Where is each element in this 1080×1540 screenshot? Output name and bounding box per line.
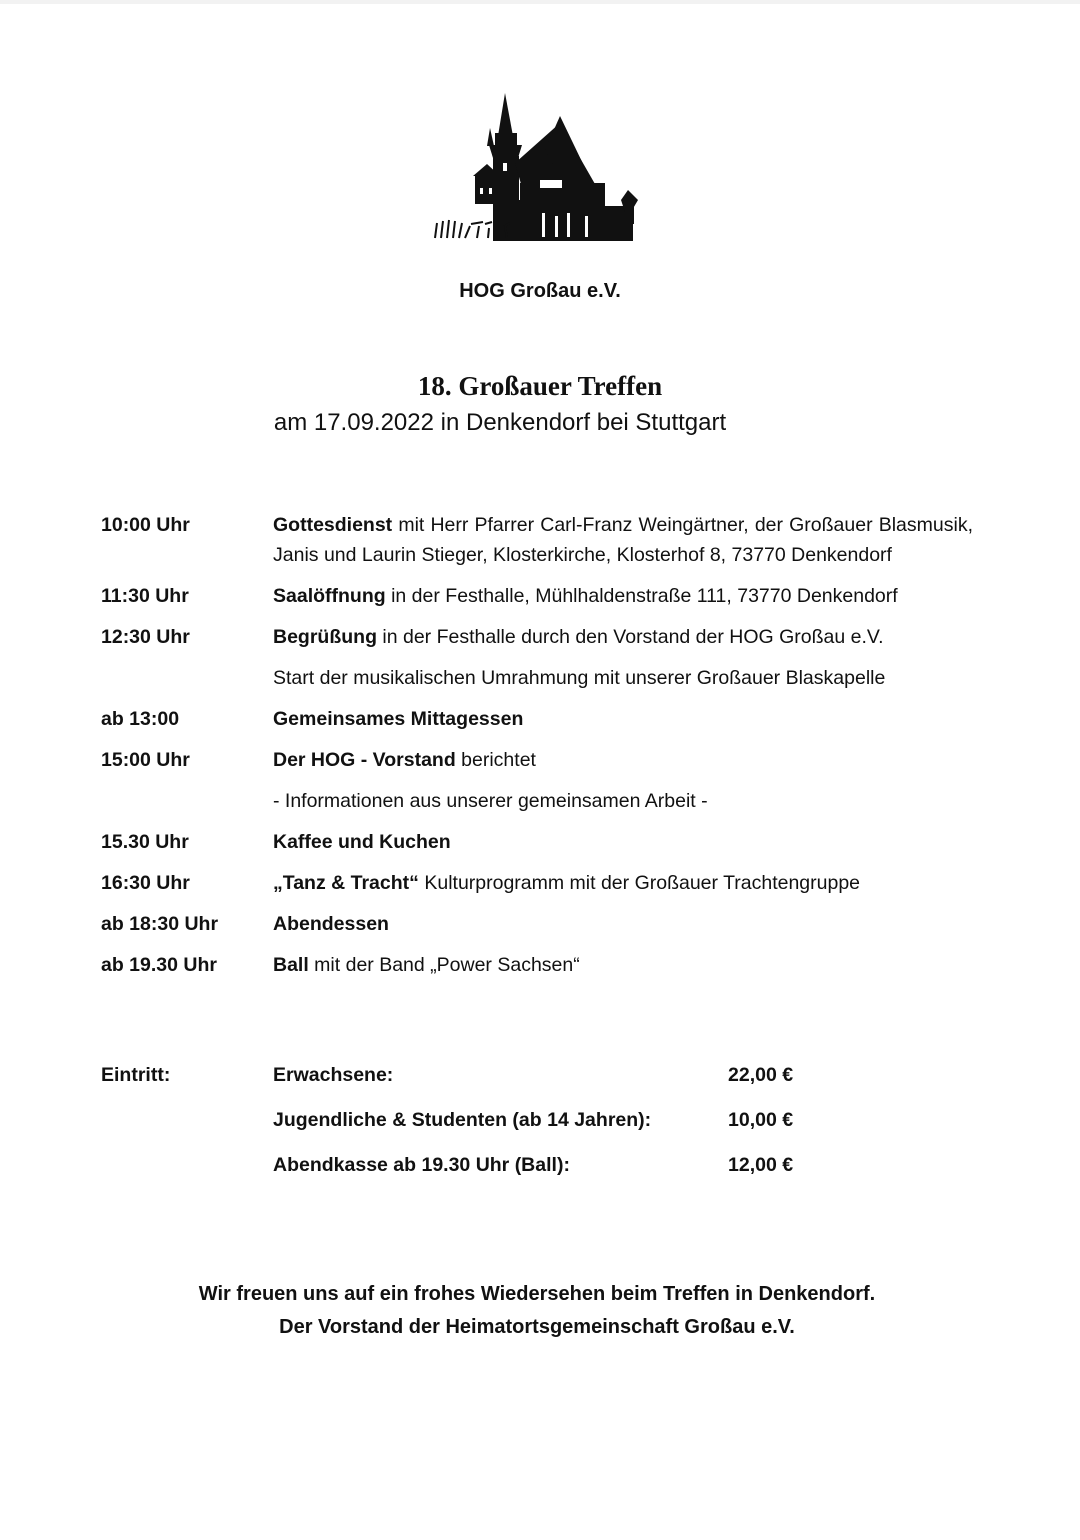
schedule-detail: in der Festhalle, Mühlhaldenstraße 111, 73770 Denkendorf bbox=[385, 585, 898, 607]
schedule-detail: Kulturprogramm mit der Großauer Trachtengruppe bbox=[418, 872, 861, 894]
page-top-edge bbox=[0, 0, 1080, 4]
schedule-detail: Start der musikalischen Umrahmung mit unserer Großauer Blaskapelle bbox=[273, 667, 886, 689]
schedule-row bbox=[101, 868, 973, 898]
schedule-highlight: Abendessen bbox=[273, 913, 389, 935]
schedule-description bbox=[273, 745, 973, 775]
schedule-row bbox=[101, 581, 973, 611]
admission-row bbox=[101, 1060, 973, 1090]
schedule-time: 11:30 Uhr bbox=[101, 585, 189, 607]
admission-section bbox=[101, 1060, 973, 1195]
schedule-highlight: Saalöffnung bbox=[273, 585, 386, 607]
schedule-description bbox=[273, 868, 973, 898]
admission-item-name: Jugendliche & Studenten (ab 14 Jahren): bbox=[273, 1109, 652, 1131]
schedule-row bbox=[101, 510, 973, 570]
closing-message bbox=[0, 1278, 1074, 1344]
schedule-list bbox=[101, 510, 973, 991]
schedule-description bbox=[273, 704, 973, 734]
schedule-description bbox=[273, 510, 973, 570]
schedule-description bbox=[273, 950, 973, 980]
schedule-description bbox=[273, 909, 973, 939]
schedule-time: 10:00 Uhr bbox=[101, 514, 190, 536]
schedule-time: 16:30 Uhr bbox=[101, 872, 190, 894]
schedule-highlight: Der HOG - Vorstand bbox=[273, 749, 456, 771]
schedule-row bbox=[101, 622, 973, 652]
admission-row bbox=[101, 1150, 973, 1180]
event-subtitle: am 17.09.2022 in Denkendorf bei Stuttgart bbox=[273, 409, 727, 436]
schedule-row bbox=[101, 950, 973, 980]
schedule-highlight: Begrüßung bbox=[273, 626, 377, 648]
schedule-description bbox=[273, 581, 973, 611]
schedule-time: ab 13:00 bbox=[101, 708, 180, 730]
organization-name: HOG Großau e.V. bbox=[459, 280, 621, 302]
schedule-time bbox=[101, 786, 273, 816]
admission-item-name: Abendkasse ab 19.30 Uhr (Ball): bbox=[273, 1154, 570, 1176]
church-logo-icon bbox=[425, 88, 655, 248]
schedule-row bbox=[101, 704, 973, 734]
schedule-detail: - Informationen aus unserer gemeinsamen Arbeit - bbox=[273, 790, 708, 812]
schedule-time: ab 19.30 Uhr bbox=[101, 954, 217, 976]
admission-item-price: 10,00 € bbox=[728, 1109, 794, 1131]
schedule-highlight: „Tanz & Tracht“ bbox=[273, 872, 419, 894]
schedule-detail: mit der Band „Power Sachsen“ bbox=[308, 954, 580, 976]
schedule-time bbox=[101, 663, 273, 693]
schedule-time: 12:30 Uhr bbox=[101, 626, 190, 648]
admission-row bbox=[101, 1105, 973, 1135]
closing-line: Wir freuen uns auf ein frohes Wiedersehen beim Treffen in Denkendorf. bbox=[198, 1283, 876, 1305]
schedule-detail: berichtet bbox=[455, 749, 536, 771]
schedule-description bbox=[273, 827, 973, 857]
schedule-detail: in der Festhalle durch den Vorstand der HOG Großau e.V. bbox=[376, 626, 884, 648]
admission-item-price: 22,00 € bbox=[728, 1064, 794, 1086]
schedule-highlight: Ball bbox=[273, 954, 309, 976]
schedule-time: 15:00 Uhr bbox=[101, 749, 190, 771]
schedule-row bbox=[101, 786, 973, 816]
event-title: 18. Großauer Treffen bbox=[417, 371, 663, 401]
schedule-description bbox=[273, 663, 973, 693]
schedule-row bbox=[101, 745, 973, 775]
schedule-time: ab 18:30 Uhr bbox=[101, 913, 219, 935]
schedule-row bbox=[101, 827, 973, 857]
admission-item-price: 12,00 € bbox=[728, 1154, 794, 1176]
schedule-description bbox=[273, 786, 973, 816]
schedule-description bbox=[273, 622, 973, 652]
schedule-row bbox=[101, 909, 973, 939]
admission-label-spacer bbox=[101, 1105, 273, 1135]
schedule-highlight: Gemeinsames Mittagessen bbox=[273, 708, 524, 730]
admission-label: Eintritt: bbox=[101, 1064, 171, 1086]
schedule-highlight: Kaffee und Kuchen bbox=[273, 831, 451, 853]
schedule-highlight: Gottesdienst bbox=[273, 514, 393, 536]
schedule-row bbox=[101, 663, 973, 693]
closing-signature: Der Vorstand der Heimatortsgemeinschaft Großau e.V. bbox=[279, 1316, 795, 1338]
schedule-detail: mit Herr Pfarrer Carl-Franz Weingärtner, der Großauer Blasmusik, Janis und Laurin Stieger, Klosterkirche, Klosterhof 8, 73770 Denkendorf bbox=[273, 514, 973, 566]
admission-label-spacer bbox=[101, 1150, 273, 1180]
schedule-time: 15.30 Uhr bbox=[101, 831, 189, 853]
admission-item-name: Erwachsene: bbox=[273, 1064, 394, 1086]
